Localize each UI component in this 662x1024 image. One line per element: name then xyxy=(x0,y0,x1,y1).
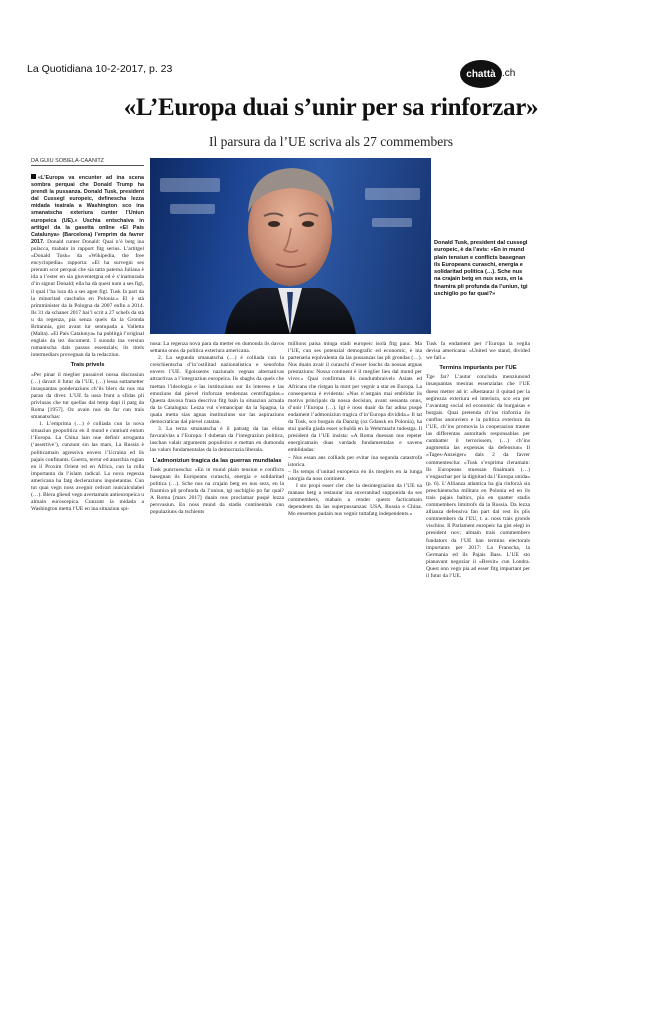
article-column-3 xyxy=(288,341,422,518)
paragraph: – Ils temps d’unitad europeica èn ils meglers en la lunga istorgia da noss continent. xyxy=(288,468,422,482)
paragraph: 1. L’emprima (…) è colliada cun la nova situaziun geopolitica en il mund e cuntiunt entum l’Europa. La China lain nue definir arroganta (‘assertive’), cunzunt sin las mars, La Russia è politicamain agressiva envers l’Ucraina ed ils pajais confinants. Guerra, terrur ed anarchia regian en il Proxim Orient ed en Africa, cun la rolla importanta da l’islam radical. La nova regenza americana ha fatg decleraziuns inquietantas. Cun tut quai vegn noss avegnir ordvart nuncalculabel (…). Blera glieud vegn avertamain antieuropeica u almain euroscepica. Cunzunt la midada a Washington metta l’UE en ina situaziun spi- xyxy=(31,421,144,513)
paragraph: I sto propi esser cler che la desintegraziun da l’UE na manass betg a restaurar ina suveranitad supponida da ses commembers, mabain a render quests facticamain dependents da las superpussanzas: USA, Russia e China. Mo ensemen pudain nus vegnir tuttafatg independents.» xyxy=(288,482,422,518)
lead-text: «L’Europa va encunter ad ina scena sombra perquai che Donald Trump ha prendi la pussanza. Donald Tusk, president dal Cussegl europeic, definescha lezza midada teatrala a Washington sco ina smanatscha exteriura cunter l’Uniun europeica (UE).» Uschia entschaiva in artitgel da la gasetta online «El País Catalunya» (Barcelona) l’emprim da favrer 2017. xyxy=(31,175,144,245)
paragraph: Tusk fa endament per l’Europa la veglia devisa americana: «United we stand, divided we fall.» xyxy=(426,341,530,362)
paragraph: 3. La terza smanatscha è il patratg da las elitas favuraivlas a l’Europa: I dubetan da l’integraziun politica, laschan valair arguments populistics e mettan en dumonda las valurs fundamentalas da la democrazia liberala. xyxy=(150,426,284,454)
paragraph: Donald cunter Donald: Quai n’è betg ina pulacca, mabain in rapport fitg serius. L’artitgel «Donald Tusk» da «Wikipedia, the free encyclopedia» rapporta: «El ha survegni ses prenum scot perquai che sia tatta paterna Juliana è ida a l’ester en sia giuventetgna ed è s’inamurada d’in signur Donald; ella ha dà quest num a ses figl, il qual l’ha lura dà a ses agen figl. Tusk fa part da la minoritad caschuba en Polonia.» El è stà primminister da la Pologna da 2007 enfin a 2014. Ils 31 da schaner 2017 hai’l scrit a 27 schefs da stà u da regenza, pia senza quels da la Gronda Britannia, gist avant lur sentupada a Valletta (Malta). «El País Catalunya» ha publitgà l’original englais da lez document. I suonda ina versiun rumantscha dals passus essenzials; ils titels intermediars provegnan da la redacziun. xyxy=(31,238,144,359)
paragraph: – Nus essan ans colliads per evitar ina segunda catastrofa istorica. xyxy=(288,454,422,468)
photo-caption: Donald Tusk, president dal cussegl europeic, è da l’avis: «En in mund plain tensiun e conflicts basegnan ils Europeans curaschi, energia e solidaritad politica (…). Sche nus na crajain betg en nus sezs, en la finamira pli profunda da l’uniun, tgi uschiglio po far quai?» xyxy=(434,240,528,298)
paragraph: millions paisa minga stadi europeic isolà fitg pauc. Ma l’UE, cun ses potenzial demografic ed economic, è ina partenaria equivalenta da las pussanzas las pli grondas (…). Nus duain avair il curaschi d’esser loschs da nossas atgnas prestaziuns: Nossa continent è il meglier lieu dal mund per viver.» Quai confirman ils nundumbraivels Asiats ed Africans che ristgan la mort per vegnir a star en Europa. La consequenza è evidenta: «Nus n’astgain mai emblidar ils motivs principals da nossa decisiun, avant sessanta onns, d’unir l’Europa (…). Igl è noss duair da far adina puspè endament l’admoniziun tragica d’in’Europa dividida.» Il tat da Tusk, sco burgais da Danzig (oz Gdansk en Polonia), ha stui quella giada esser schuldà en la Wehrmacht tudestga. Il president da l’UE insista: «A Roma duessan nus repeter energicamain duas vardads fundamentalas e savens emblidadas: xyxy=(288,341,422,454)
section-heading: Trais privels xyxy=(70,362,105,369)
paragraph: nusa: La regenza nova para da metter en dumonda ils davos settanta onns da politica exteriura americana. xyxy=(150,341,284,355)
section-heading: L’admoniziun tragica da las guerras mundialas xyxy=(152,457,282,464)
logo-mark: chattà xyxy=(460,60,502,88)
paragraph: «Per pinar il meglier pussaivel nossa discussiun (…) davart il futur da l’UE, (…) lessa suttametter insaquantas ponderaziuns ch’ils blers da nus ma paran da diver. L’UE fa ussa frunt a sfidas pli privlusas che tut quellas dal temp dapi il patg da Roma [1957]. Oz avain nus da far cun trais smanatschas: xyxy=(31,371,144,421)
source-line: La Quotidiana 10-2-2017, p. 23 xyxy=(27,63,173,75)
byline: DA GUIU SOBIELA-CAANITZ xyxy=(31,158,144,166)
paragraph: 2. La segunda smanatscha (…) è colliada cun la creschientscha d’in’ostilitad nazionalistica e xenofoba envers l’UE. Egoissems naziunals vegnan alternativas attractivas a l’integraziun europeica. Ils sbaghs da quels che mettan l’ideologia e las instituziuns sur ils interess e las emoziuns dal pievel rinforzan tendenzas centrifugalas.» Questa davosa frasa descriva fitg bain la situaziun actuala da la Catalugna: Lezza vul s’emancipar da la Spagna, la quala metta sias agnas instituziuns sur las aspiraziuns democraticas dal pievel catalan. xyxy=(150,355,284,426)
square-bullet-icon xyxy=(31,174,36,179)
portrait-illustration xyxy=(150,158,431,334)
section-heading: Termins impurtants per l’UE xyxy=(439,365,517,372)
article-lead xyxy=(31,174,144,359)
subtitle: Il parsura da l’UE scriva als 27 commembers xyxy=(208,134,454,149)
paragraph: Tusk punctuescha: «En in mund plain tensiun e conflicts basegnan ils Europeans curaschi, energia e solidaritad politica (…). Sche nus na crajain betg en nus sezs, en la finamira pli profunda da l’uniun, tgi uschiglio po far quai? A Roma [mars 2017] duain nus proclamar puspè lezza persvasiun. En noss mund da stadis continentals cun populaziuns da tschients xyxy=(150,466,284,516)
logo-suffix: .ch xyxy=(502,68,516,79)
article-column-1 xyxy=(31,174,144,513)
portrait-photo xyxy=(150,158,431,334)
site-logo[interactable] xyxy=(460,60,530,88)
article-column-4 xyxy=(426,341,530,580)
headline: «L’Europa duai s’unir per sa rinforzar» xyxy=(123,94,539,121)
paragraph: Tge far? L’autur concluda menziunond insaquantas mesiras essenzialas che l’UE duess metter ad ir: «Restaurar il quitad per la segirezza exteriura ed interiura, sco era per l’avantatg social ed economic da burgaisas e burgais. Quai pretenda ch’ins rinforzia ils cunfins anoraviers e la politica exteriura da l’UE, ch’ins promovia la cooperaziun tranter las differentas autoritads responsablas per cumbatter il terrorissem, (…) ch’ins augmentia las expensas da defensiun» Il «Tages-Anzeiger» dals 2 da favrer commentescha: «Tusk s’exprima cleramain: Ils Europeans stuessan finalmain (…) s’engaschar per la dignitad da l’Europa unida» (p. 6). L’Allianza atlantica ha gia rinforzà sia preschientscha militara en Polonia ed en ils trais pajais baltics, pia en quatter stadis commembers limitrofs da la Russia. Da lezza allianza defensiva fan part dal rest ils plis commembers da l’EU, t. a. noss trais gronds vischins. Il Parlament europeic ha gist elegì in president nov; almain trais commembers fundaturs da l’UE han termins electorals impurtants per 2017: La Franscha, la Germania ed ils Pajais Bass. L’UE sto planavant negoziar il «Brexit» cun Londra. Quest onn vegn pia ad esser fitg impurtant per il futur da l’UE. xyxy=(426,374,530,579)
article-column-2 xyxy=(150,341,284,516)
